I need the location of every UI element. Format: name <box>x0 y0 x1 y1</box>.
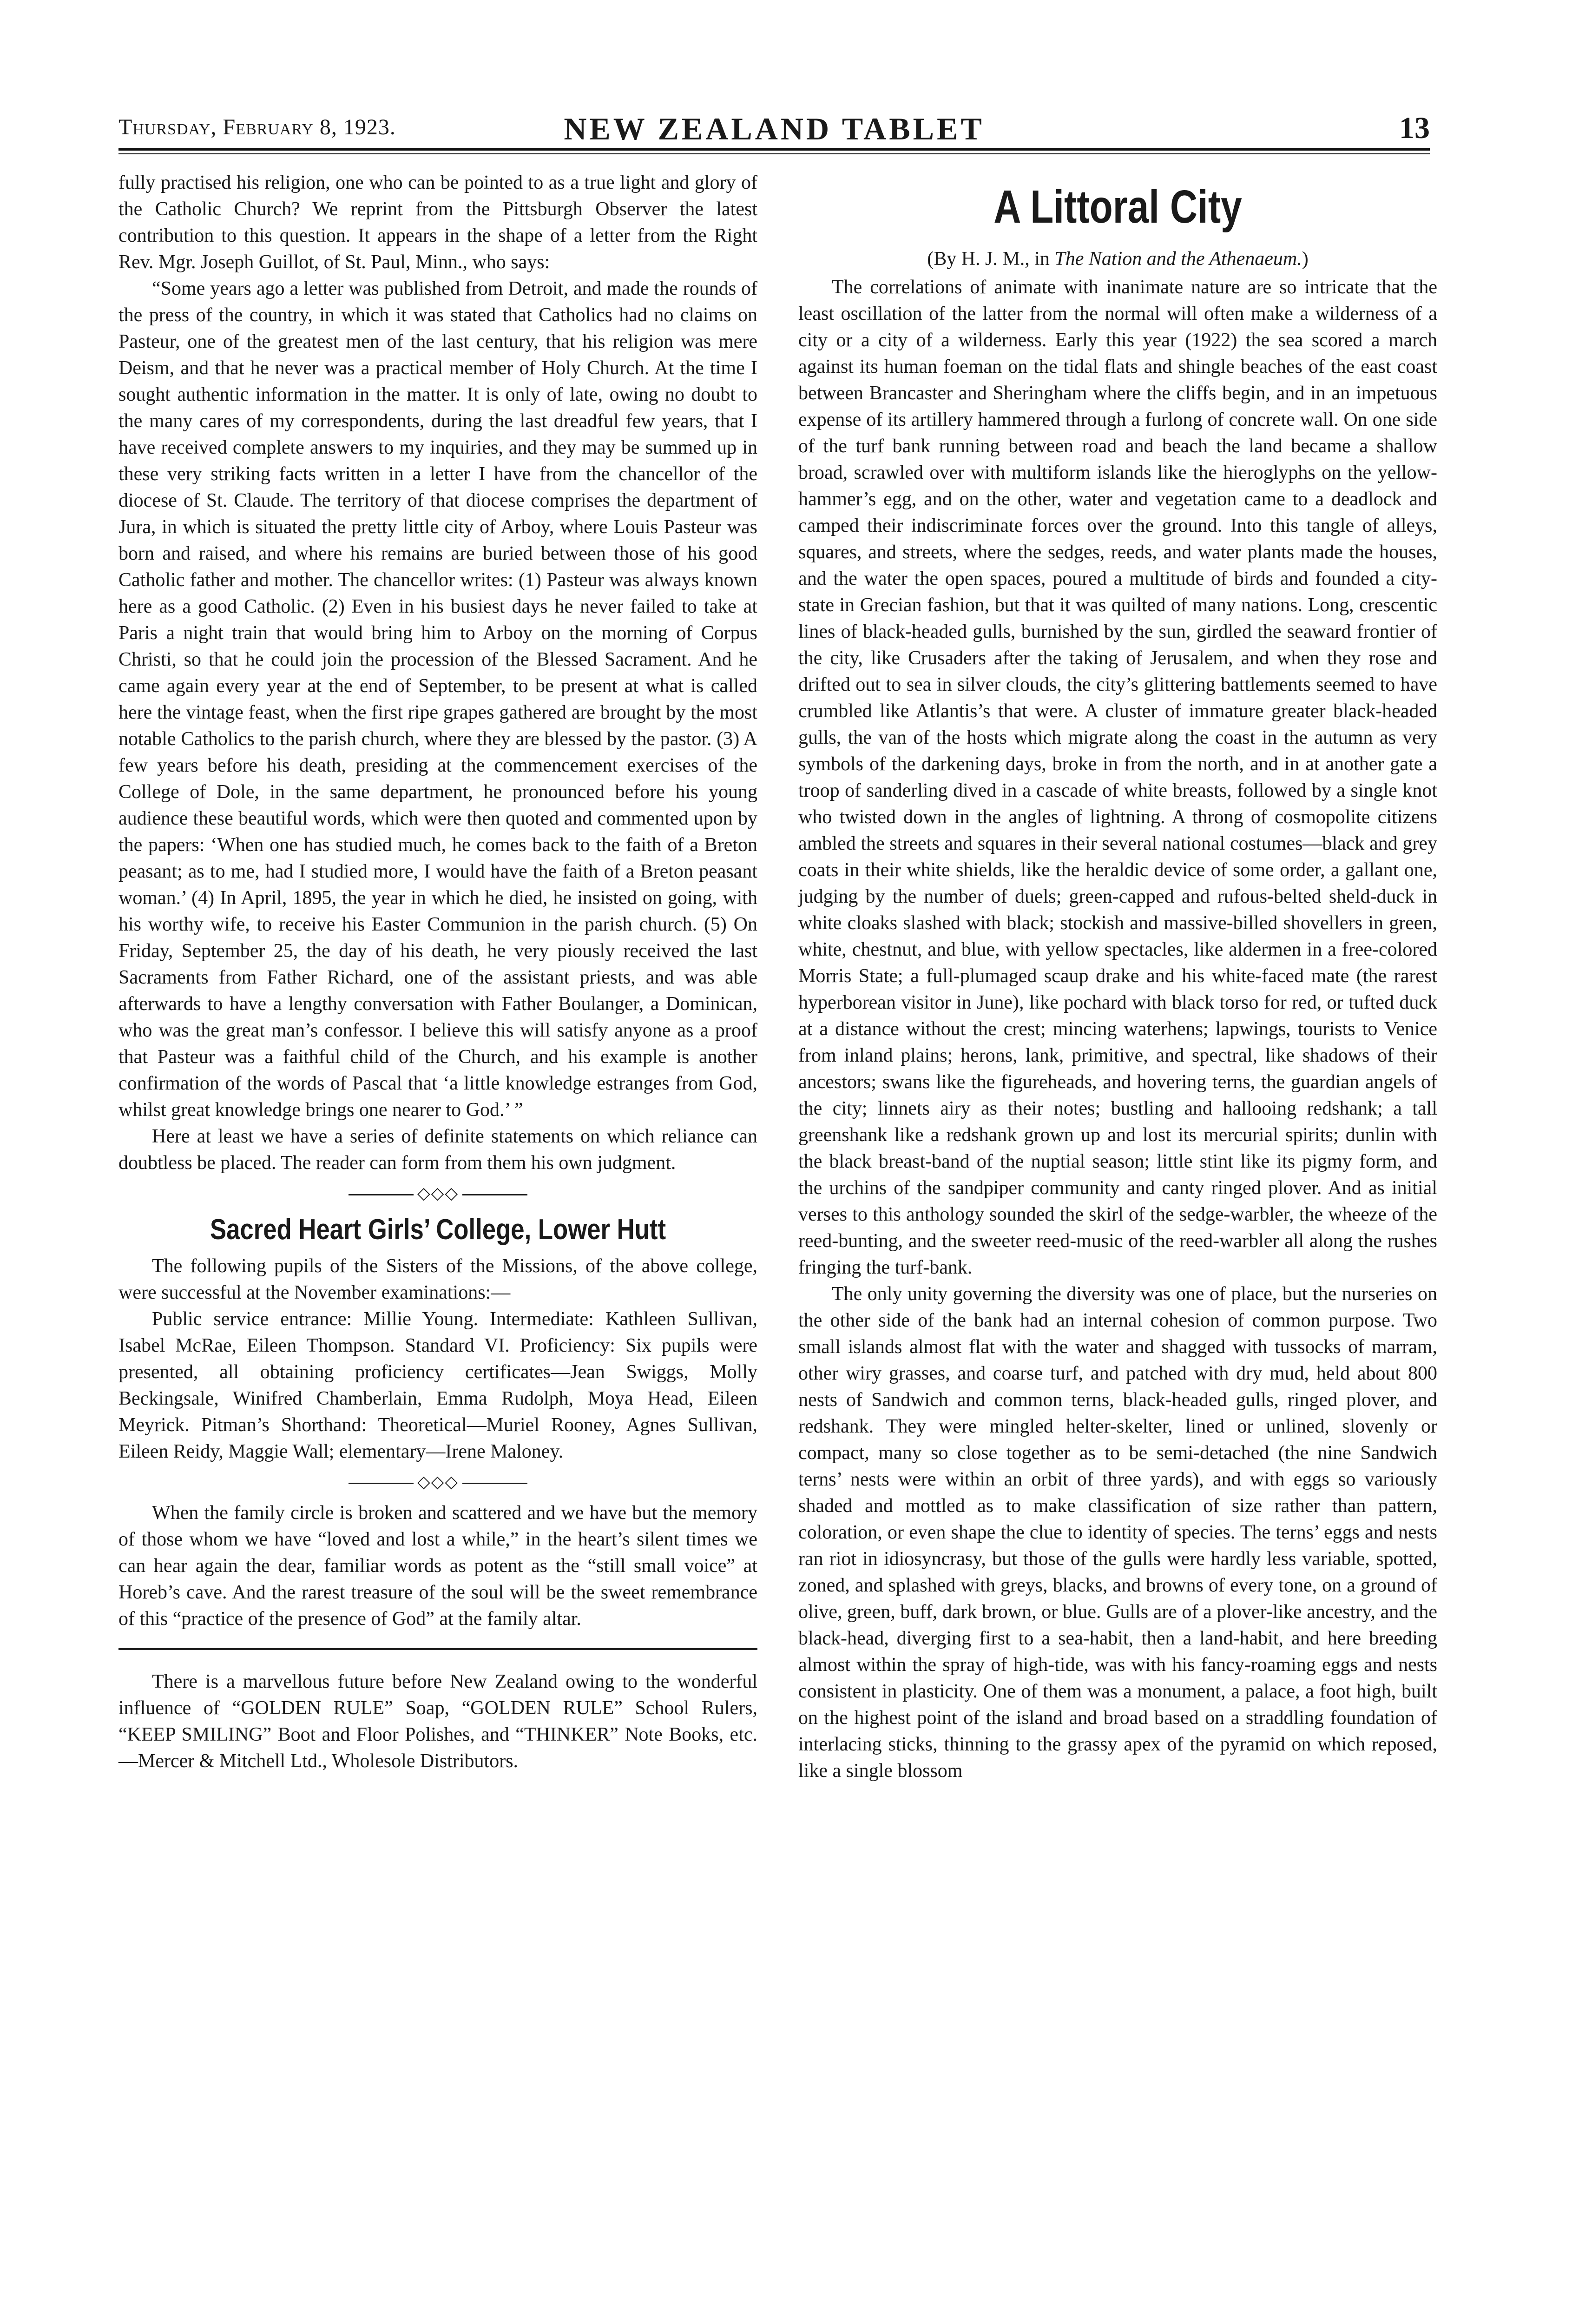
family-altar-paragraph: When the family circle is broken and scattered and we have but the memory of those whom we have “loved and lost a while,” in the heart’s silent times we can hear again the dear, familiar words as potent as the “still small voice” at Horeb’s cave. And the rarest treasure of the soul will be the sweet remembrance of this “practice of the presence of God” at the family altar. <box>118 1502 757 1630</box>
right-column <box>798 170 1437 1784</box>
pasteur-intro: fully practised his religion, one who can be pointed to as a true light and glory of the Catholic Church? We reprint from the Pittsburgh Observer the latest contribution to this question. It appears in the shape of a letter from the Right Rev. Mgr. Joseph Guillot, of St. Paul, Minn., who says: <box>118 172 757 273</box>
article-byline: (By H. J. M., in The Nation and the Athenaeum.) <box>927 248 1309 270</box>
pasteur-closing: Here at least we have a series of definite statements on which reliance can doubtless be placed. The reader can form from them his own judgment. <box>118 1126 757 1174</box>
pasteur-letter-quote: “Some years ago a letter was published from Detroit, and made the rounds of the press of the country, in which it was stated that Catholics had no claims on Pasteur, one of the greatest men of the last century, that his religion was mere Deism, and that he never was a practical member of Holy Church. At the time I sought authentic information in the matter. It is only of late, owing no doubt to the many cares of my correspondents, during the last dreadful few years, that I have received complete answers to my inquiries, and they may be summed up in these very striking facts written in a letter I have from the chancellor of the diocese of St. Claude. The territory of that diocese comprises the department of Jura, in which is situated the pretty little city of Arboy, where Louis Pasteur was born and raised, and where his remains are buried between those of his good Catholic father and mother. The chancellor writes: (1) Pasteur was always known here as a good Catholic. (2) Even in his busiest days he never failed to take at Paris a night train that would bring him to Arboy on the morning of Corpus Christi, so that he could join the procession of the Blessed Sacrament. And he came again every year at the end of September, to be present at what is called here the vintage feast, when the first ripe grapes gathered are brought by the most notable Catholics to the parish church, where they are blessed by the pastor. (3) A few years before his death, presiding at the commencement exercises of the College of Dole, in the same department, he pronounced before his young audience these beautiful words, which were then quoted and commented upon by the papers: ‘When one has studied much, he comes back to the faith of a Breton peasant; as to me, had I studied more, I would have the faith of a Breton peasant woman.’ (4) In April, 1895, the year in which he died, he insisted on going, with his worthy wife, to receive his Easter Communion in the parish church. (5) On Friday, September 25, the day of his death, he very piously received the last Sacraments from Father Richard, one of the assistant priests, and was able afterwards to have a lengthy conversation with Father Boulanger, a Dominican, who was the great man’s confessor. I believe this will satisfy anyone as a proof that Pasteur was a faithful child of the Church, and his example is another confirmation of the words of Pascal that ‘a little knowledge estranges from God, whilst great knowledge brings one nearer to God.’ ” <box>118 278 757 1121</box>
college-intro: The following pupils of the Sisters of the Missions, of the above college, were successful at the November examinations:— <box>118 1255 757 1303</box>
golden-rule-advert: There is a marvellous future before New Zealand owing to the wonderful influence of “GOLDEN RULE” Soap, “GOLDEN RULE” School Rulers, “KEEP SMILING” Boot and Floor Polishes, and “THINKER” Note Books, etc.—Mercer & Mitchell Ltd., Wholesole Distributors. <box>118 1671 757 1772</box>
header-rule <box>118 148 1430 154</box>
page-number: 13 <box>1399 111 1430 145</box>
ornament-divider: ◇◇◇ <box>118 1469 757 1495</box>
page-header <box>118 111 1430 148</box>
ornament-divider: ◇◇◇ <box>118 1180 757 1207</box>
littoral-city-heading: A Littoral City <box>993 181 1242 233</box>
littoral-paragraph-2: The only unity governing the diversity was one of place, but the nurseries on the other side of the bank had an internal cohesion of common purpose. Two small islands almost flat with the water and shagged with tussocks of marram, other wiry grasses, and coarse turf, and patched with dry mud, held about 800 nests of Sandwich and common terns, black-headed gulls, ringed plover, and redshank. They were mingled helter-skelter, lined or unlined, slovenly or compact, many so close together as to be semi-detached (the nine Sandwich terns’ nests were within an orbit of three yards), and with eggs so variously shaded and mottled as to make classification of size rather than pattern, coloration, or even shape the clue to identity of species. The terns’ eggs and nests ran riot in idiosyncrasy, but those of the gulls were hardly less variable, spotted, zoned, and splashed with greys, blacks, and browns of every tone, on a ground of olive, green, buff, dark brown, or blue. Gulls are of a plover-like ancestry, and the black-head, diverging first to a sea-habit, then a land-habit, and here breeding almost within the spray of high-tide, was with his fancy-roaming eggs and nests consistent in plasticity. One of them was a monument, a palace, a foot high, built on the highest point of the island and broad based on a straddling foundation of interlacing sticks, thinning to the grassy apex of the pyramid on which reposed, like a single blossom <box>798 1283 1437 1782</box>
littoral-paragraph-1: The correlations of animate with inanimate nature are so intricate that the least oscillation of the latter from the normal will often make a wilderness of a city or a city of a wilderness. Early this year (1922) the sea scored a march against its human foeman on the tidal flats and shingle beaches of the east coast between Brancaster and Sheringham where the cliffs begin, and in an impetuous expense of its artillery hammered through a furlong of concrete wall. On one side of the turf bank running between road and beach the land became a shallow broad, scrawled over with multiform islands like the hieroglyphs on the yellow-hammer’s egg, and on the other, water and vegetation came to a deadlock and camped their indiscriminate forces over the ground. Into this tangle of alleys, squares, and streets, where the sedges, reeds, and water plants made the houses, and the water the open spaces, poured a multitude of birds and founded a city-state in Grecian fashion, but that it was quilted of many nations. Long, crescentic lines of black-headed gulls, burnished by the sun, girdled the seaward frontier of the city, like Crusaders after the taking of Jerusalem, and when they rose and drifted out to sea in silver clouds, the city’s glittering battlements seemed to have crumbled like Atlantis’s that were. A cluster of immature greater black-headed gulls, the van of the hosts which migrate along the coast in the autumn as very symbols of the darkening days, broke in from the north, and in at another gate a troop of sanderling dived in a cascade of white breasts, followed by a single knot who twisted down in the angles of lightning. A throng of cosmopolite citizens ambled the streets and squares in their several national costumes—black and grey coats in their white shields, like the heraldic device of some order, a gallant one, judging by the number of duels; green-capped and rufous-belted sheld-duck in white cloaks slashed with black; stockish and massive-billed shovellers in green, white, chestnut, and blue, with yellow spectacles, like aldermen in a free-colored Morris State; a full-plumaged scaup drake and his white-faced mate (the rarest hyperborean visitor in June), like pochard with black torso for red, or tufted duck at a distance without the crest; mincing waterhens; lapwings, tourists to Venice from inland plains; herons, lank, primitive, and spectral, like shadows of their ancestors; swans like the figureheads, and hovering terns, the guardian angels of the city; linnets airy as their notes; bustling and hallooing redshank; a tall greenshank like a redshank grown up and lost its mercurial spirits; dunlin with the black breast-band of the nuptial season; little stint like its pigmy form, and the urchins of the sandpiper community and canty ringed plover. And as initial verses to this anthology sounded the skirl of the sedge-warbler, the wheeze of the reed-bunting, and the sweeter reed-music of the reed-warbler all along the rushes fringing the turf-bank. <box>798 277 1437 1278</box>
college-results: Public service entrance: Millie Young. Intermediate: Kathleen Sullivan, Isabel McRae, Eileen Thompson. Standard VI. Proficiency: Six pupils were presented, all obtaining proficiency certificates—Jean Swiggs, Molly Beckingsale, Winifred Chamberlain, Emma Rudolph, Moya Head, Eileen Meyrick. Pitman’s Shorthand: Theoretical—Muriel Rooney, Agnes Sullivan, Eileen Reidy, Maggie Wall; elementary—Irene Maloney. <box>118 1308 757 1462</box>
issue-date: Thursday, February 8, 1923. <box>118 115 396 139</box>
masthead-title: NEW ZEALAND TABLET <box>564 111 985 146</box>
section-rule <box>118 1648 757 1650</box>
college-heading: Sacred Heart Girls’ College, Lower Hutt <box>210 1214 666 1246</box>
left-column <box>118 170 757 1775</box>
